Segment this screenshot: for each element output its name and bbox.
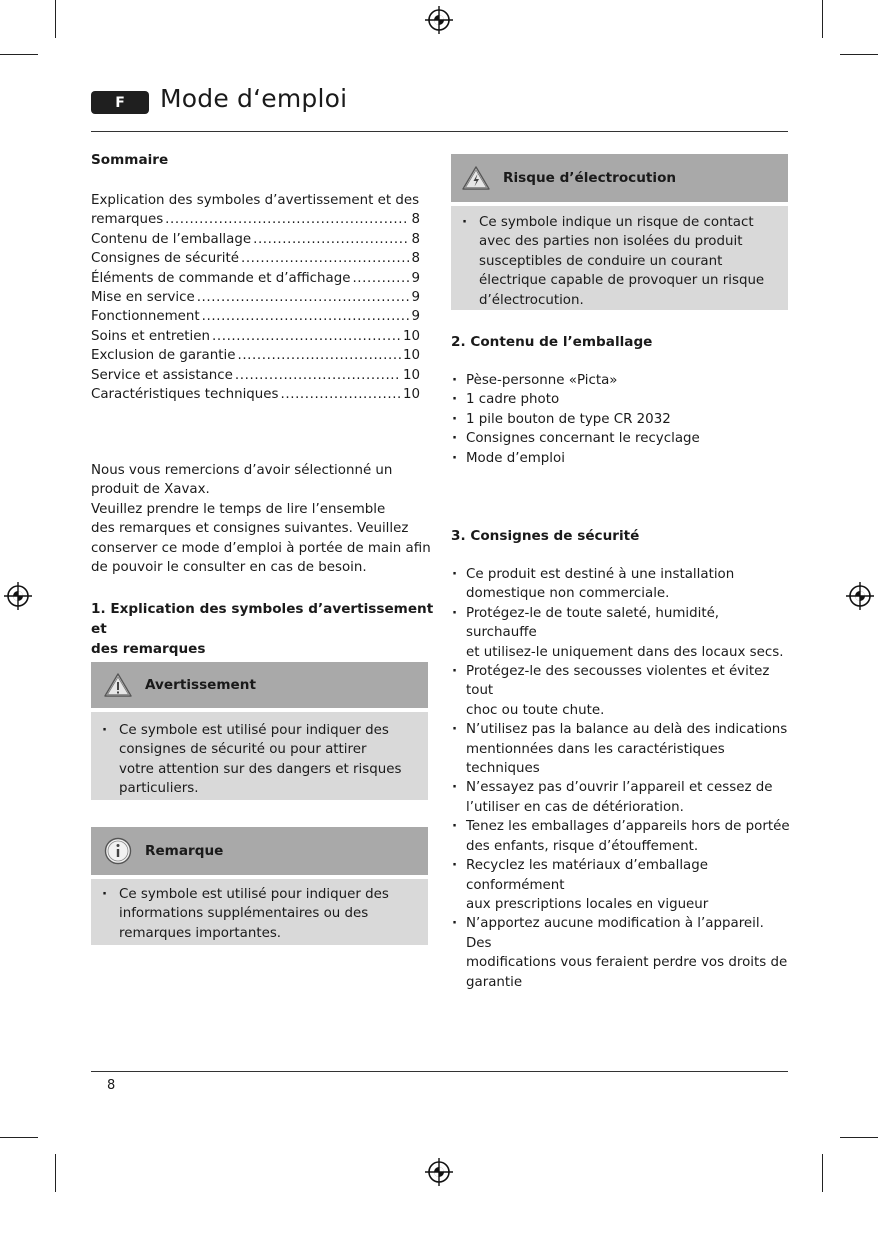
shock-box-title: Risque d’électrocution bbox=[503, 170, 677, 186]
warning-box-title: Avertissement bbox=[145, 677, 256, 693]
warning-box-header bbox=[91, 662, 428, 708]
note-box-header bbox=[91, 827, 428, 875]
list-item: · N’apportez aucune modification à l’appareil. Des modifications vous feraient perdre vos droits de garantie bbox=[451, 914, 791, 992]
intro-paragraph: Nous vous remercions d’avoir sélectionné un produit de Xavax. Veuillez prendre le temps de lire l’ensemble des remarques et consignes suivantes. Veuillez conserver ce mode d’emploi à portée de main afin de pouvoir le consulter en cas de besoin. bbox=[91, 463, 431, 576]
section1-heading: 1. Explication des symboles d’avertissement et des remarques bbox=[91, 601, 434, 657]
electric-hazard-icon bbox=[461, 165, 491, 191]
language-badge: F bbox=[91, 91, 149, 114]
notice-text: · Ce symbole est utilisé pour indiquer des consignes de sécurité ou pour attirer votre attention sur des dangers et risques particuliers. bbox=[91, 721, 428, 799]
list-item: · Consignes concernant le recyclage bbox=[451, 429, 788, 448]
registration-mark-icon bbox=[845, 581, 875, 611]
package-contents-list bbox=[451, 371, 788, 468]
toc-entry: Caractéristiques techniques ..... 10 bbox=[91, 385, 420, 404]
section2-heading: 2. Contenu de l’emballage bbox=[451, 334, 653, 350]
crop-mark bbox=[840, 1137, 878, 1138]
list-item: · 1 pile bouton de type CR 2032 bbox=[451, 410, 788, 429]
crop-mark bbox=[0, 1137, 38, 1138]
toc-first-line: Explication des symboles d’avertissement et des bbox=[91, 193, 420, 208]
note-box-body bbox=[91, 879, 428, 945]
notice-text: · Ce symbole est utilisé pour indiquer des informations supplémentaires ou des remarques importantes. bbox=[91, 885, 428, 943]
page-number: 8 bbox=[107, 1078, 116, 1093]
crop-mark bbox=[0, 54, 38, 55]
list-item: · Protégez-le de toute saleté, humidité, surchauffe et utilisez-le uniquement dans des locaux secs. bbox=[451, 604, 791, 662]
crop-mark bbox=[822, 1154, 823, 1192]
document-title: Mode d‘emploi bbox=[160, 84, 348, 113]
toc-entry: Éléments de commande et d’affichage ..... 9 bbox=[91, 269, 420, 288]
list-item: · Mode d’emploi bbox=[451, 449, 788, 468]
notice-text: · Ce symbole indique un risque de contact avec des parties non isolées du produit susceptibles de conduire un courant électrique capable de provoquer un risque d’électrocution. bbox=[451, 213, 788, 310]
list-item: · Protégez-le des secousses violentes et évitez tout choc ou toute chute. bbox=[451, 662, 791, 720]
toc-entry: Contenu de l’emballage ..... 8 bbox=[91, 230, 420, 249]
crop-mark bbox=[55, 1154, 56, 1192]
note-box-title: Remarque bbox=[145, 843, 224, 859]
shock-box-header bbox=[451, 154, 788, 202]
crop-mark bbox=[55, 0, 56, 38]
left-column bbox=[91, 151, 420, 404]
footer-rule bbox=[91, 1071, 788, 1072]
list-item: · N’essayez pas d’ouvrir l’appareil et cessez de l’utiliser en cas de détérioration. bbox=[451, 778, 791, 817]
toc-entry: Soins et entretien ..... 10 bbox=[91, 327, 420, 346]
crop-mark bbox=[840, 54, 878, 55]
header-rule bbox=[91, 131, 788, 132]
registration-mark-icon bbox=[3, 581, 33, 611]
crop-mark bbox=[822, 0, 823, 38]
list-item: · N’utilisez pas la balance au delà des indications mentionnées dans les caractéristiques techniques bbox=[451, 720, 791, 778]
list-item: · Tenez les emballages d’appareils hors de portée des enfants, risque d’étouffement. bbox=[451, 817, 791, 856]
warning-triangle-icon bbox=[103, 672, 133, 698]
toc-heading: Sommaire bbox=[91, 152, 169, 168]
toc-entry: Fonctionnement ..... 9 bbox=[91, 307, 420, 326]
registration-mark-icon bbox=[424, 1157, 454, 1187]
toc-entry: Consignes de sécurité ..... 8 bbox=[91, 249, 420, 268]
toc-entry: Mise en service ..... 9 bbox=[91, 288, 420, 307]
toc-entry: remarques ..... 8 bbox=[91, 210, 420, 229]
toc-entry: Service et assistance ..... 10 bbox=[91, 366, 420, 385]
safety-list bbox=[451, 565, 791, 992]
info-circle-icon bbox=[103, 836, 133, 866]
list-item: · Recyclez les matériaux d’emballage conformément aux prescriptions locales en vigueur bbox=[451, 856, 791, 914]
warning-box-body bbox=[91, 712, 428, 800]
shock-box-body bbox=[451, 206, 788, 310]
list-item: · 1 cadre photo bbox=[451, 390, 788, 409]
list-item: · Pèse-personne «Picta» bbox=[451, 371, 788, 390]
list-item: · Ce produit est destiné à une installation domestique non commerciale. bbox=[451, 565, 791, 604]
table-of-contents bbox=[91, 210, 420, 404]
registration-mark-icon bbox=[424, 5, 454, 35]
toc-entry: Exclusion de garantie ..... 10 bbox=[91, 346, 420, 365]
section3-heading: 3. Consignes de sécurité bbox=[451, 528, 640, 544]
